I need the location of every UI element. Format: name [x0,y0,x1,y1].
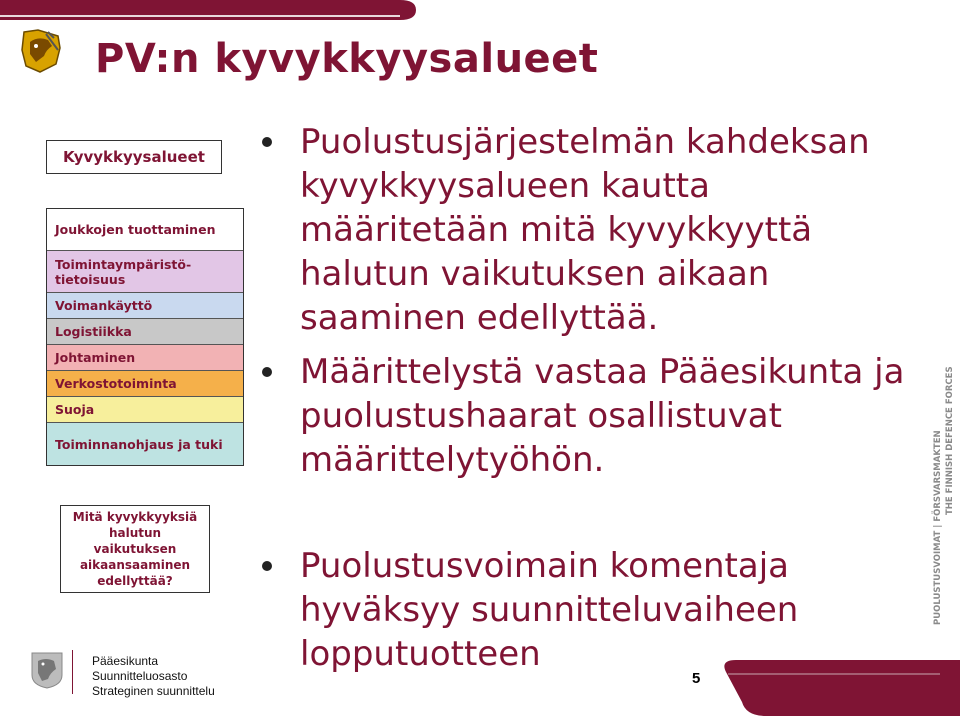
bullet-dot-icon [262,561,272,571]
capability-area-item: Voimankäyttö [47,293,243,319]
footer-organization [92,654,215,699]
bullet-dot-icon [262,137,272,147]
lion-emblem-icon [18,28,64,74]
capability-area-item: Verkostotoiminta [47,371,243,397]
capability-area-item: Toiminnanohjaus ja tuki [47,423,243,465]
wordmark-line2: THE FINNISH DEFENCE FORCES [945,366,955,515]
page-title: PV:n kyvykkyysalueet [95,36,599,82]
footer-line-2: Suunnitteluosasto [92,669,188,683]
bullet-text: Määrittelystä vastaa Pääesikunta ja puolustushaarat osallistuvat määrittelytyöhön. [300,352,905,480]
footer-line-3: Strateginen suunnittelu [92,684,215,698]
bullet-text: Puolustusjärjestelmän kahdeksan kyvykkyysalueen kautta määritetään mitä kyvykkyyttä halutun vaikutuksen aikaan saaminen edellyttää. [300,122,870,338]
capability-area-item: Toimintaympäristö-tietoisuus [47,251,243,293]
question-box: Mitä kyvykkyyksiä halutun vaikutuksen aikaansaaminen edellyttää? [60,505,210,593]
capability-areas-header: Kyvykkyysalueet [46,140,222,174]
capability-area-item: Joukkojen tuottaminen [47,209,243,251]
capability-area-item: Suoja [47,397,243,423]
wordmark-line1: PUOLUSTUSVOIMAT | FÖRSVARSMAKTEN [933,430,943,625]
page-number: 5 [692,670,701,687]
footer-line-1: Pääesikunta [92,654,159,668]
bullet-text: Puolustusvoimain komentaja hyväksyy suunnitteluvaiheen lopputuotteen [300,546,799,674]
bullet-item [262,350,922,482]
capability-area-list [46,208,244,466]
defence-forces-emblem-icon [30,651,64,689]
capability-area-item: Logistiikka [47,319,243,345]
top-accent-bar [0,0,416,20]
bullet-dot-icon [262,367,272,377]
footer-divider [72,650,73,694]
bottom-accent-shape [706,642,960,716]
capability-area-item: Johtaminen [47,345,243,371]
bullet-item [262,120,922,340]
defence-forces-wordmark-icon [930,265,956,625]
